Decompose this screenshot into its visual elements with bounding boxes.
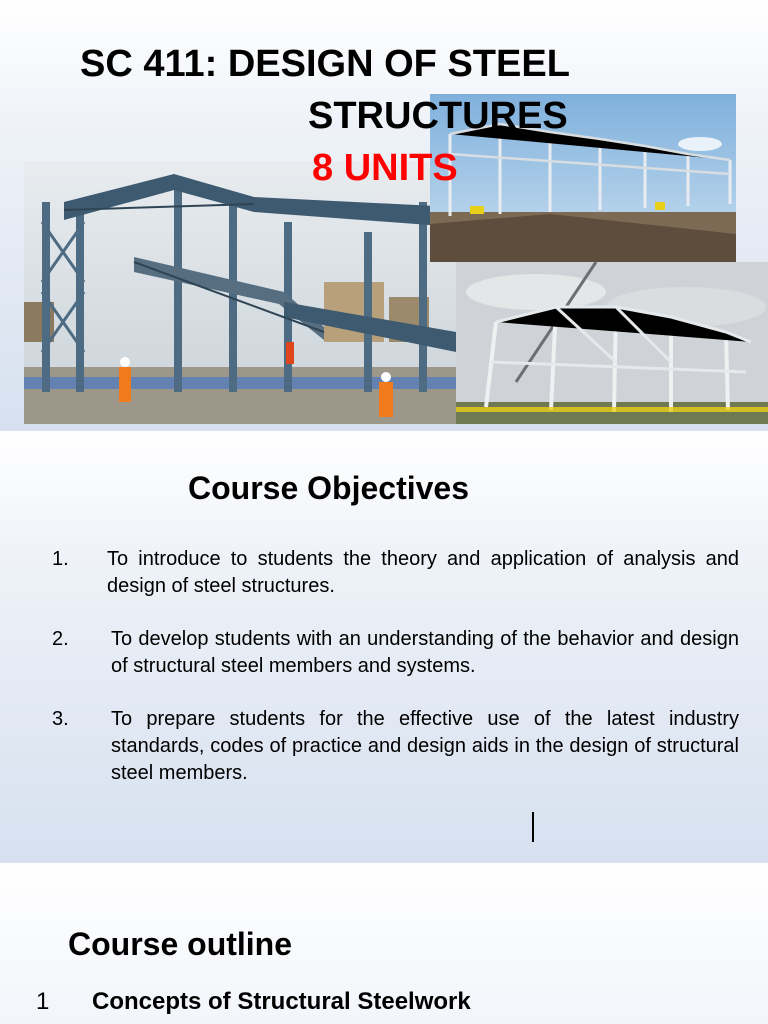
text-cursor <box>532 812 534 842</box>
objective-text: To develop students with an understanding of the behavior and design of structural steel members and systems. <box>111 628 739 677</box>
objective-number: 2. <box>52 628 69 650</box>
objective-text: To introduce to students the theory and application of analysis and design of steel structures. <box>107 548 739 597</box>
objectives-heading: Course Objectives <box>188 470 469 506</box>
steel-frame-crane-photo <box>456 262 768 424</box>
steel-staircase-photo <box>24 162 456 424</box>
objective-text: To prepare students for the effective use of the latest industry standards, codes of practice and design aids in the design of structural steel members. <box>111 708 739 784</box>
outline-slide <box>0 864 768 1024</box>
objective-number: 1. <box>52 548 69 570</box>
outline-number: 1 <box>36 988 50 1015</box>
slide-title-line2: STRUCTURES <box>308 95 568 137</box>
objective-number: 3. <box>52 708 69 730</box>
outline-text: Concepts of Structural Steelwork <box>92 988 471 1015</box>
slide-title-line1: SC 411: DESIGN OF STEEL <box>80 43 570 85</box>
title-slide <box>0 0 768 432</box>
course-units: 8 UNITS <box>312 147 458 189</box>
outline-heading: Course outline <box>68 926 293 962</box>
objectives-slide <box>0 432 768 864</box>
